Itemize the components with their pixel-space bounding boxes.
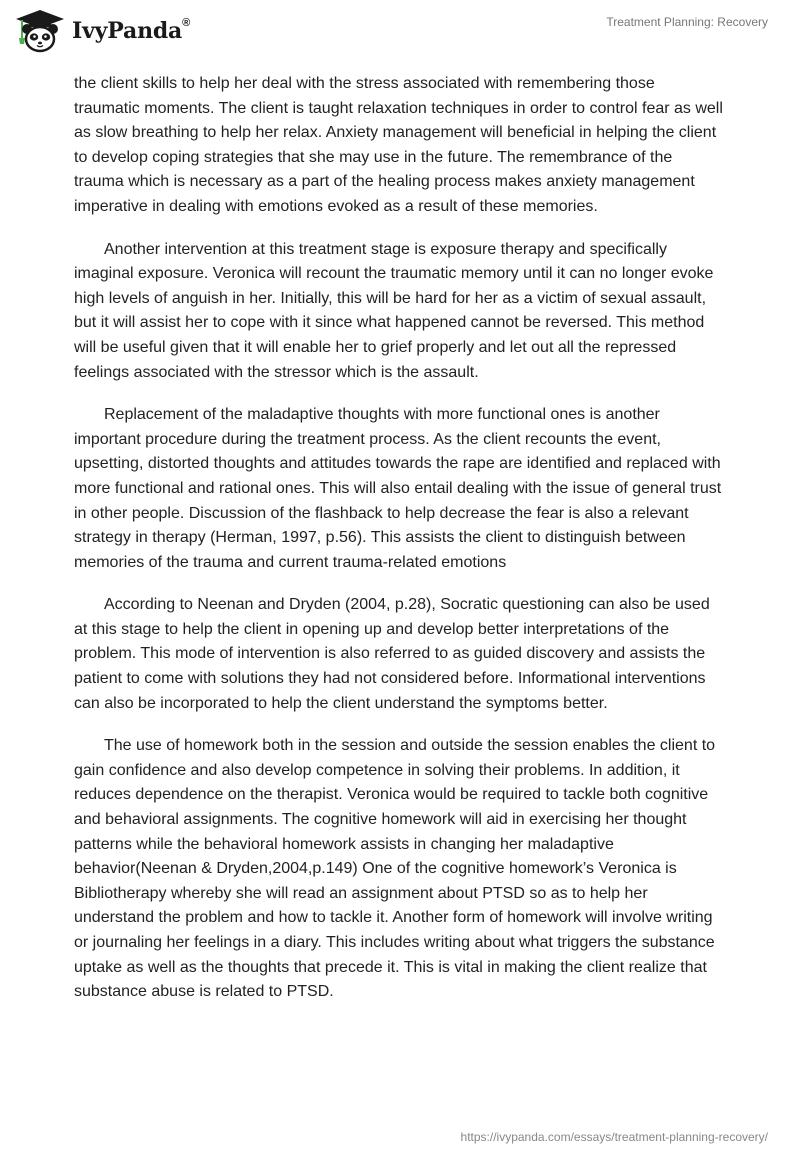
- paragraph: Replacement of the maladaptive thoughts with more functional ones is another important procedure during the treatment process. As the client recounts the event, upsetting, distorted thoughts and attitudes towards the rape are identified and replaced with more functional and rational ones. This will also entail dealing with the issue of general trust in other people. Discussion of the flashback to help decrease the fear is also a relevant strategy in therapy (Herman, 1997, p.56). This assists the client to distinguish between memories of the trauma and current trauma-related emotions: [74, 406, 722, 571]
- page-header: [0, 0, 800, 64]
- paragraph: the client skills to help her deal with the stress associated with remembering those traumatic moments. The client is taught relaxation techniques in order to control fear as well as slow breathing to help her relax. Anxiety management will beneficial in helping the client to develop coping strategies that she may use in the future. The remembrance of the trauma which is necessary as a part of the healing process makes anxiety management imperative in dealing with emotions evoked as a result of these memories.: [74, 75, 723, 215]
- document-title: Treatment Planning: Recovery: [606, 15, 768, 29]
- paragraph: Another intervention at this treatment stage is exposure therapy and specifically imaginal exposure. Veronica will recount the traumatic memory until it can no longer evoke high levels of anguish in her. Initially, this will be hard for her as a victim of sexual assault, but it will assist her to cope with it since what happened cannot be reversed. This method will be useful given that it will enable her to grief properly and let out all the repressed feelings associated with the stressor which is the assault.: [74, 240, 714, 381]
- essay-body: [74, 72, 724, 1023]
- source-url[interactable]: https://ivypanda.com/essays/treatment-planning-recovery/: [460, 1130, 768, 1144]
- brand-logo[interactable]: [14, 8, 190, 54]
- paragraph: The use of homework both in the session and outside the session enables the client to gain confidence and also develop competence in solving their problems. In addition, it reduces dependence on the therapist. Veronica would be required to tackle both cognitive and behavioral assignments. The cognitive homework will aid in exercising her thought patterns while the behavioral homework assists in changing her maladaptive behavior(Neenan & Dryden,2004,p.149) One of the cognitive homework’s Veronica is Bibliotherapy whereby she will read an assignment about PTSD so as to help her understand the problem and how to tackle it. Another form of homework will involve writing or journaling her feelings in a diary. This includes writing about what triggers the substance uptake as well as the thoughts that precede it. This is vital in making the client realize that substance abuse is related to PTSD.: [74, 737, 716, 1001]
- panda-mascot-icon: [14, 8, 66, 54]
- paragraph: According to Neenan and Dryden (2004, p.28), Socratic questioning can also be used at this stage to help the client in opening up and develop better interpretations of the problem. This mode of intervention is also referred to as guided discovery and assists the patient to come with solutions they had not considered before. Informational interventions can also be incorporated to help the client understand the symptoms better.: [74, 596, 710, 712]
- brand-name: IvyPanda®: [72, 17, 191, 44]
